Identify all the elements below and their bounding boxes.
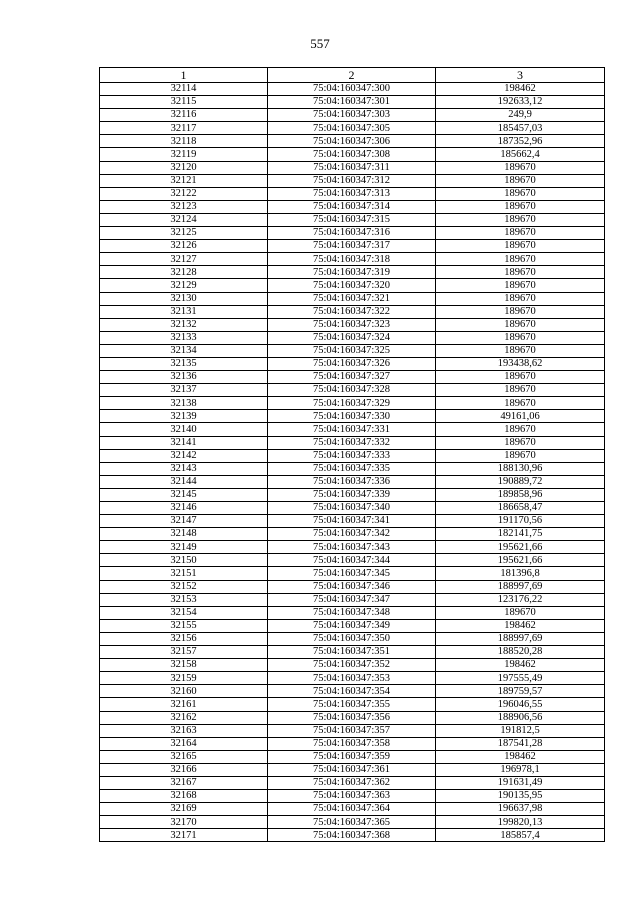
table-row	[100, 829, 605, 842]
row-number-cell: 32115	[100, 96, 268, 109]
value-cell: 189759,57	[436, 685, 605, 698]
cadastral-number-cell: 75:04:160347:335	[268, 462, 436, 475]
value-cell: 193438,62	[436, 357, 605, 370]
row-number-cell: 32116	[100, 109, 268, 122]
cadastral-number-cell: 75:04:160347:330	[268, 410, 436, 423]
value-cell: 189670	[436, 397, 605, 410]
value-cell: 188520,28	[436, 646, 605, 659]
value-cell: 185457,03	[436, 122, 605, 135]
cadastral-number-cell: 75:04:160347:311	[268, 161, 436, 174]
cadastral-number-cell: 75:04:160347:319	[268, 266, 436, 279]
column-header-2: 2	[268, 68, 436, 83]
value-cell: 189670	[436, 187, 605, 200]
table-row	[100, 384, 605, 397]
cadastral-number-cell: 75:04:160347:343	[268, 541, 436, 554]
cadastral-number-cell: 75:04:160347:347	[268, 593, 436, 606]
value-cell: 187541,28	[436, 737, 605, 750]
row-number-cell: 32154	[100, 606, 268, 619]
cadastral-number-cell: 75:04:160347:320	[268, 279, 436, 292]
value-cell: 198462	[436, 619, 605, 632]
table-row	[100, 724, 605, 737]
value-cell: 191812,5	[436, 724, 605, 737]
cadastral-number-cell: 75:04:160347:315	[268, 213, 436, 226]
value-cell: 189670	[436, 318, 605, 331]
table-row	[100, 632, 605, 645]
cadastral-number-cell: 75:04:160347:350	[268, 632, 436, 645]
row-number-cell: 32142	[100, 449, 268, 462]
row-number-cell: 32134	[100, 344, 268, 357]
cadastral-number-cell: 75:04:160347:357	[268, 724, 436, 737]
row-number-cell: 32120	[100, 161, 268, 174]
row-number-cell: 32148	[100, 528, 268, 541]
row-number-cell: 32117	[100, 122, 268, 135]
row-number-cell: 32164	[100, 737, 268, 750]
value-cell: 189670	[436, 606, 605, 619]
table-row	[100, 488, 605, 501]
cadastral-number-cell: 75:04:160347:314	[268, 200, 436, 213]
table-row	[100, 135, 605, 148]
table-row	[100, 318, 605, 331]
cadastral-number-cell: 75:04:160347:346	[268, 580, 436, 593]
cadastral-number-cell: 75:04:160347:344	[268, 554, 436, 567]
cadastral-number-cell: 75:04:160347:349	[268, 619, 436, 632]
table-header-row	[100, 68, 605, 83]
cadastral-number-cell: 75:04:160347:333	[268, 449, 436, 462]
table-row	[100, 266, 605, 279]
cadastral-number-cell: 75:04:160347:322	[268, 305, 436, 318]
table-row	[100, 161, 605, 174]
row-number-cell: 32160	[100, 685, 268, 698]
cadastral-number-cell: 75:04:160347:356	[268, 711, 436, 724]
cadastral-number-cell: 75:04:160347:354	[268, 685, 436, 698]
cadastral-number-cell: 75:04:160347:317	[268, 240, 436, 253]
row-number-cell: 32122	[100, 187, 268, 200]
table-row	[100, 96, 605, 109]
page-number: 557	[310, 36, 330, 51]
value-cell: 189670	[436, 266, 605, 279]
table-row	[100, 292, 605, 305]
cadastral-number-cell: 75:04:160347:348	[268, 606, 436, 619]
value-cell: 192633,12	[436, 96, 605, 109]
table-row	[100, 174, 605, 187]
table-row	[100, 790, 605, 803]
table-row	[100, 253, 605, 266]
cadastral-number-cell: 75:04:160347:365	[268, 816, 436, 829]
value-cell: 49161,06	[436, 410, 605, 423]
value-cell: 189670	[436, 200, 605, 213]
cadastral-number-cell: 75:04:160347:313	[268, 187, 436, 200]
table-row	[100, 803, 605, 816]
table-row	[100, 279, 605, 292]
cadastral-number-cell: 75:04:160347:361	[268, 763, 436, 776]
cadastral-number-cell: 75:04:160347:368	[268, 829, 436, 842]
row-number-cell: 32167	[100, 776, 268, 789]
cadastral-number-cell: 75:04:160347:358	[268, 737, 436, 750]
table-row	[100, 436, 605, 449]
value-cell: 189670	[436, 279, 605, 292]
cadastral-number-cell: 75:04:160347:351	[268, 646, 436, 659]
cadastral-number-cell: 75:04:160347:331	[268, 423, 436, 436]
row-number-cell: 32146	[100, 502, 268, 515]
table-row	[100, 567, 605, 580]
value-cell: 199820,13	[436, 816, 605, 829]
row-number-cell: 32168	[100, 790, 268, 803]
column-header-1: 1	[100, 68, 268, 83]
cadastral-number-cell: 75:04:160347:355	[268, 698, 436, 711]
value-cell: 189670	[436, 449, 605, 462]
table-row	[100, 357, 605, 370]
table-row	[100, 410, 605, 423]
table-row	[100, 528, 605, 541]
value-cell: 198462	[436, 83, 605, 96]
value-cell: 196046,55	[436, 698, 605, 711]
row-number-cell: 32144	[100, 475, 268, 488]
row-number-cell: 32131	[100, 305, 268, 318]
cadastral-number-cell: 75:04:160347:341	[268, 515, 436, 528]
row-number-cell: 32125	[100, 227, 268, 240]
row-number-cell: 32136	[100, 371, 268, 384]
cadastral-number-cell: 75:04:160347:306	[268, 135, 436, 148]
cadastral-number-cell: 75:04:160347:340	[268, 502, 436, 515]
cadastral-number-cell: 75:04:160347:328	[268, 384, 436, 397]
row-number-cell: 32149	[100, 541, 268, 554]
table-row	[100, 541, 605, 554]
value-cell: 189858,96	[436, 488, 605, 501]
row-number-cell: 32119	[100, 148, 268, 161]
row-number-cell: 32171	[100, 829, 268, 842]
value-cell: 189670	[436, 371, 605, 384]
data-table	[99, 67, 605, 842]
table-row	[100, 737, 605, 750]
row-number-cell: 32127	[100, 253, 268, 266]
table-row	[100, 502, 605, 515]
cadastral-number-cell: 75:04:160347:362	[268, 776, 436, 789]
table-row	[100, 816, 605, 829]
table-row	[100, 83, 605, 96]
value-cell: 188906,56	[436, 711, 605, 724]
value-cell: 187352,96	[436, 135, 605, 148]
row-number-cell: 32139	[100, 410, 268, 423]
table-row	[100, 475, 605, 488]
cadastral-number-cell: 75:04:160347:345	[268, 567, 436, 580]
table-row	[100, 200, 605, 213]
value-cell: 196978,1	[436, 763, 605, 776]
value-cell: 197555,49	[436, 672, 605, 685]
value-cell: 249,9	[436, 109, 605, 122]
cadastral-number-cell: 75:04:160347:305	[268, 122, 436, 135]
cadastral-number-cell: 75:04:160347:323	[268, 318, 436, 331]
value-cell: 190135,95	[436, 790, 605, 803]
row-number-cell: 32152	[100, 580, 268, 593]
cadastral-number-cell: 75:04:160347:301	[268, 96, 436, 109]
table-row	[100, 371, 605, 384]
value-cell: 195621,66	[436, 541, 605, 554]
value-cell: 189670	[436, 213, 605, 226]
value-cell: 189670	[436, 384, 605, 397]
row-number-cell: 32145	[100, 488, 268, 501]
value-cell: 188997,69	[436, 632, 605, 645]
cadastral-number-cell: 75:04:160347:321	[268, 292, 436, 305]
cadastral-number-cell: 75:04:160347:359	[268, 750, 436, 763]
cadastral-number-cell: 75:04:160347:352	[268, 659, 436, 672]
row-number-cell: 32162	[100, 711, 268, 724]
table-row	[100, 331, 605, 344]
cadastral-number-cell: 75:04:160347:364	[268, 803, 436, 816]
cadastral-number-cell: 75:04:160347:300	[268, 83, 436, 96]
row-number-cell: 32121	[100, 174, 268, 187]
cadastral-number-cell: 75:04:160347:312	[268, 174, 436, 187]
table-row	[100, 240, 605, 253]
cadastral-number-cell: 75:04:160347:329	[268, 397, 436, 410]
table-row	[100, 685, 605, 698]
table-row	[100, 763, 605, 776]
value-cell: 186658,47	[436, 502, 605, 515]
row-number-cell: 32132	[100, 318, 268, 331]
value-cell: 189670	[436, 423, 605, 436]
table-row	[100, 580, 605, 593]
table-row	[100, 187, 605, 200]
table-row	[100, 711, 605, 724]
column-header-3: 3	[436, 68, 605, 83]
row-number-cell: 32118	[100, 135, 268, 148]
table-row	[100, 423, 605, 436]
table-row	[100, 554, 605, 567]
value-cell: 181396,8	[436, 567, 605, 580]
table-row	[100, 776, 605, 789]
cadastral-number-cell: 75:04:160347:303	[268, 109, 436, 122]
value-cell: 189670	[436, 253, 605, 266]
row-number-cell: 32165	[100, 750, 268, 763]
value-cell: 191170,56	[436, 515, 605, 528]
value-cell: 189670	[436, 305, 605, 318]
table-row	[100, 397, 605, 410]
row-number-cell: 32124	[100, 213, 268, 226]
row-number-cell: 32130	[100, 292, 268, 305]
table-row	[100, 449, 605, 462]
value-cell: 123176,22	[436, 593, 605, 606]
table-row	[100, 344, 605, 357]
value-cell: 191631,49	[436, 776, 605, 789]
table-row	[100, 672, 605, 685]
table-row	[100, 148, 605, 161]
table-row	[100, 305, 605, 318]
value-cell: 189670	[436, 331, 605, 344]
table-row	[100, 515, 605, 528]
table-body	[100, 83, 605, 842]
value-cell: 195621,66	[436, 554, 605, 567]
table-row	[100, 213, 605, 226]
value-cell: 188130,96	[436, 462, 605, 475]
row-number-cell: 32156	[100, 632, 268, 645]
table-row	[100, 646, 605, 659]
value-cell: 185662,4	[436, 148, 605, 161]
row-number-cell: 32138	[100, 397, 268, 410]
table-row	[100, 227, 605, 240]
cadastral-number-cell: 75:04:160347:316	[268, 227, 436, 240]
cadastral-number-cell: 75:04:160347:332	[268, 436, 436, 449]
value-cell: 189670	[436, 344, 605, 357]
value-cell: 198462	[436, 659, 605, 672]
value-cell: 189670	[436, 161, 605, 174]
cadastral-number-cell: 75:04:160347:325	[268, 344, 436, 357]
value-cell: 182141,75	[436, 528, 605, 541]
table-row	[100, 122, 605, 135]
row-number-cell: 32169	[100, 803, 268, 816]
cadastral-number-cell: 75:04:160347:327	[268, 371, 436, 384]
cadastral-number-cell: 75:04:160347:342	[268, 528, 436, 541]
value-cell: 189670	[436, 174, 605, 187]
row-number-cell: 32123	[100, 200, 268, 213]
row-number-cell: 32155	[100, 619, 268, 632]
value-cell: 198462	[436, 750, 605, 763]
row-number-cell: 32150	[100, 554, 268, 567]
value-cell: 189670	[436, 227, 605, 240]
row-number-cell: 32170	[100, 816, 268, 829]
value-cell: 188997,69	[436, 580, 605, 593]
row-number-cell: 32133	[100, 331, 268, 344]
row-number-cell: 32151	[100, 567, 268, 580]
table-row	[100, 659, 605, 672]
row-number-cell: 32135	[100, 357, 268, 370]
cadastral-number-cell: 75:04:160347:363	[268, 790, 436, 803]
cadastral-number-cell: 75:04:160347:318	[268, 253, 436, 266]
row-number-cell: 32159	[100, 672, 268, 685]
row-number-cell: 32157	[100, 646, 268, 659]
row-number-cell: 32147	[100, 515, 268, 528]
table-row	[100, 462, 605, 475]
row-number-cell: 32114	[100, 83, 268, 96]
row-number-cell: 32141	[100, 436, 268, 449]
row-number-cell: 32128	[100, 266, 268, 279]
row-number-cell: 32126	[100, 240, 268, 253]
value-cell: 189670	[436, 240, 605, 253]
row-number-cell: 32158	[100, 659, 268, 672]
value-cell: 196637,98	[436, 803, 605, 816]
table-row	[100, 109, 605, 122]
cadastral-number-cell: 75:04:160347:353	[268, 672, 436, 685]
table-row	[100, 606, 605, 619]
value-cell: 189670	[436, 292, 605, 305]
cadastral-number-cell: 75:04:160347:336	[268, 475, 436, 488]
table-row	[100, 750, 605, 763]
cadastral-number-cell: 75:04:160347:324	[268, 331, 436, 344]
cadastral-number-cell: 75:04:160347:326	[268, 357, 436, 370]
table-row	[100, 619, 605, 632]
row-number-cell: 32153	[100, 593, 268, 606]
value-cell: 190889,72	[436, 475, 605, 488]
row-number-cell: 32161	[100, 698, 268, 711]
row-number-cell: 32166	[100, 763, 268, 776]
cadastral-number-cell: 75:04:160347:308	[268, 148, 436, 161]
table-row	[100, 593, 605, 606]
row-number-cell: 32143	[100, 462, 268, 475]
row-number-cell: 32163	[100, 724, 268, 737]
table-row	[100, 698, 605, 711]
row-number-cell: 32140	[100, 423, 268, 436]
row-number-cell: 32129	[100, 279, 268, 292]
row-number-cell: 32137	[100, 384, 268, 397]
value-cell: 185857,4	[436, 829, 605, 842]
cadastral-number-cell: 75:04:160347:339	[268, 488, 436, 501]
value-cell: 189670	[436, 436, 605, 449]
